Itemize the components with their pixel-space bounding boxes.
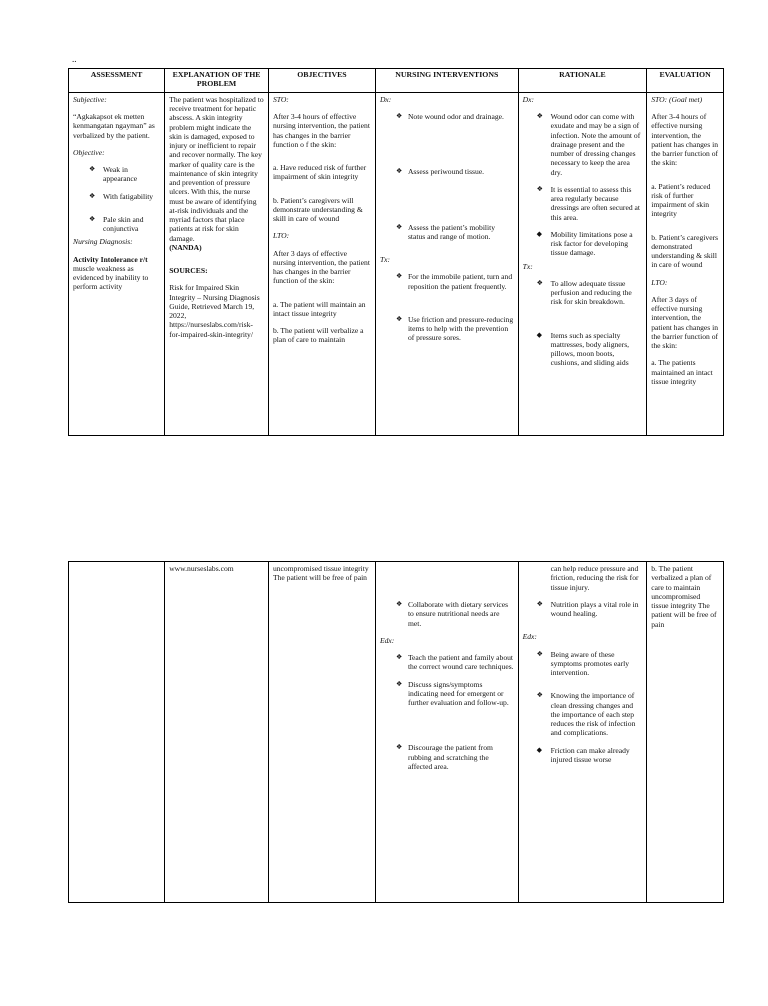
intervention-item: ❖ For the immobile patient, turn and reposition the patient frequently. [395, 272, 513, 291]
rationale-item: ❖ Wound odor can come with exudate and may be a sign of infection. Note the amount of drainage present and the number of dressing changes necessary to keep the area dry. [536, 112, 641, 177]
lto-text: After 3 days of effective nursing intervention, the patient has changes in the barrier function of the skin: [272, 248, 370, 286]
eval-lto-text: After 3 days of effective nursing intervention, the patient has changes in the barrier function of the skin: [651, 294, 719, 351]
rationale-dx-label: Dx: [522, 94, 534, 104]
eval-lto-label: LTO: [651, 277, 668, 287]
sto-item-a: a. Have reduced risk of further impairment of skin integrity [272, 163, 367, 182]
care-plan-table [68, 68, 724, 436]
intervention-item: ❖ Assess periwound tissue. [395, 167, 485, 177]
diamond-bullet-icon: ❖ [89, 191, 96, 200]
explanation-cell [165, 92, 269, 435]
eval-lto-item-b: b. The patient verbalized a plan of care to maintain uncompromised tissue integrity The patient will be free of pain [651, 564, 717, 629]
nursing-diagnosis: Activity Intolerance r/t muscle weakness as evidenced by inability to perform activity [73, 254, 149, 292]
diamond-bullet-icon: ❖ [395, 222, 403, 231]
assessment-cell-cont [69, 562, 165, 903]
explanation-text: The patient was hospitalized to receive treatment for hepatic abscess. A skin integrity problem might indicate the skin is damaged, exposed to injury or inefficient to repair and recover normally. The key marker of quality care is the maintenance of skin integrity and prevention of pressure ulcers. With this, the nurse must be aware of identifying at-risk individuals and the myriad factors that place patients at risk for skin damage. [169, 94, 264, 243]
objective-item: ❖ With fatigability [89, 191, 154, 201]
rationale-item: ❖ Nutrition plays a vital role in wound healing. [536, 599, 639, 618]
evaluation-cell [647, 92, 724, 435]
solid-diamond-bullet-icon: ◆ [536, 330, 542, 339]
header-assessment: ASSESSMENT [69, 69, 165, 93]
objective-item: ❖ Weak in appearance [89, 165, 138, 184]
intervention-item: ❖ Collaborate with dietary services to ensure nutritional needs are met. [395, 600, 509, 628]
eval-sto-item-b: b. Patient’s caregivers demonstrated understanding & skill in care of wound [651, 232, 719, 270]
eval-sto-text: After 3-4 hours of effective nursing intervention, the patient has changes in the barrier function of the skin: [651, 112, 719, 168]
interventions-cell-cont [375, 562, 518, 903]
nursing-diagnosis-label: Nursing Diagnosis: [73, 237, 133, 247]
rationale-item: ◆ Items such as specialty mattresses, body aligners, pillows, moon boots, cushions, and sliding aids [536, 330, 630, 368]
diamond-bullet-icon: ❖ [536, 278, 543, 287]
tx-label: Tx: [379, 255, 391, 265]
header-row [69, 69, 724, 93]
rationale-item: ❖ It is essential to assess this area regularly because dressings are often secured at this area. [536, 184, 641, 222]
rationale-cell [518, 92, 647, 435]
diamond-bullet-icon: ❖ [536, 691, 543, 700]
diamond-bullet-icon: ❖ [395, 272, 403, 281]
rationale-item: ❖ Being aware of these symptoms promotes early intervention. [536, 649, 630, 677]
rationale-tx-label: Tx: [522, 261, 533, 271]
objective-label: Objective: [73, 147, 105, 157]
diamond-bullet-icon: ❖ [395, 112, 403, 121]
sources-label: SOURCES: [169, 266, 208, 276]
page-mark: .. [72, 54, 77, 64]
rationale-item: ❖ To allow adequate tissue perfusion and reducing the risk for skin breakdown. [536, 278, 632, 307]
objectives-cell [268, 92, 375, 435]
rationale-cell-cont [518, 562, 647, 903]
solid-diamond-bullet-icon: ◆ [536, 745, 542, 754]
intervention-item: ❖ Discuss signs/symptoms indicating need for emergent or further evaluation and follow-up. [395, 679, 509, 707]
intervention-item: ❖ Assess the patient’s mobility status and range of motion. [395, 222, 496, 241]
header-evaluation: EVALUATION [647, 69, 724, 93]
rationale-item: ◆ Friction can make already injured tissue worse [536, 745, 630, 764]
rationale-item-cont: can help reduce pressure and friction, reducing the risk for tissue injury. [550, 564, 639, 592]
sto-label: STO: [272, 94, 289, 104]
eval-sto-item-a: a. Patient’s reduced risk of further impairment of skin integrity [651, 181, 711, 219]
diamond-bullet-icon: ❖ [395, 653, 403, 661]
intervention-item: ❖ Discourage the patient from rubbing and scratching the affected area. [395, 743, 493, 771]
dx-label: Dx: [379, 94, 392, 104]
evaluation-cell-cont [647, 562, 724, 903]
explanation-cell-cont [165, 562, 269, 903]
source-reference: Risk for Impaired Skin Integrity – Nursing Diagnosis Guide, Retrieved March 19, 2022, https://nurseslabs.com/risk-for-impaired-skin-integrity/ [169, 283, 260, 339]
diamond-bullet-icon: ❖ [395, 314, 403, 323]
diamond-bullet-icon: ❖ [395, 679, 403, 688]
header-explanation: EXPLANATION OF THE PROBLEM [165, 69, 269, 93]
sto-item-b: b. Patient’s caregivers will demonstrate understanding & skill in care of wound [272, 195, 363, 224]
subjective-quote: “Agkakapsot ek metten kenmangatan ngayman” as verbalized by the patient. [73, 112, 155, 140]
lto-item-a: a. The patient will maintain an intact tissue integrity [272, 299, 366, 318]
subjective-label: Subjective: [73, 94, 107, 104]
interventions-cell [375, 92, 518, 435]
source-url-cont: www.nurseslabs.com [169, 564, 234, 573]
diamond-bullet-icon: ❖ [536, 649, 543, 658]
solid-diamond-bullet-icon: ◆ [536, 229, 542, 238]
intervention-item: ❖ Teach the patient and family about the correct wound care techniques. [395, 653, 514, 672]
lto-item-b: b. The patient will verbalize a plan of care to maintain [272, 326, 364, 345]
objective-item: ❖ Pale skin and conjunctiva [89, 214, 144, 234]
rationale-edx-label: Edx: [522, 632, 537, 642]
diamond-bullet-icon: ❖ [395, 600, 403, 608]
rationale-item: ❖ Knowing the importance of clean dressing changes and the importance of each step reduces the risk of infection and complications. [536, 691, 636, 738]
diamond-bullet-icon: ❖ [536, 599, 543, 608]
diamond-bullet-icon: ❖ [536, 112, 543, 121]
sto-text: After 3-4 hours of effective nursing intervention, the patient has changes in the barrier function o f the skin: [272, 112, 370, 149]
table-row [69, 562, 724, 903]
intervention-item: ❖ Use friction and pressure-reducing items to help with the prevention of pressure sores. [395, 314, 514, 343]
diamond-bullet-icon: ❖ [395, 167, 403, 176]
objectives-cell-cont [268, 562, 375, 903]
header-objectives: OBJECTIVES [268, 69, 375, 93]
care-plan-table-continued [68, 561, 724, 903]
diamond-bullet-icon: ❖ [89, 165, 96, 174]
intervention-item: ❖ Note wound odor and drainage. [395, 112, 504, 122]
eval-lto-item-a: a. The patients maintained an intact tissue integrity [651, 358, 713, 386]
lto-label: LTO: [272, 231, 290, 241]
nanda-label: (NANDA) [169, 242, 202, 252]
diamond-bullet-icon: ❖ [89, 214, 96, 223]
assessment-cell [69, 92, 165, 435]
diamond-bullet-icon: ❖ [536, 184, 543, 193]
rationale-item: ◆ Mobility limitations pose a risk factor for developing tissue damage. [536, 229, 633, 258]
diamond-bullet-icon: ❖ [395, 743, 403, 752]
edx-label: Edx: [379, 635, 395, 645]
lto-item-b-cont: uncompromised tissue integrity The patient will be free of pain [272, 564, 369, 583]
table-row [69, 92, 724, 435]
header-interventions: NURSING INTERVENTIONS [375, 69, 518, 93]
eval-sto-label: STO: (Goal met) [651, 94, 703, 104]
header-rationale: RATIONALE [518, 69, 647, 93]
